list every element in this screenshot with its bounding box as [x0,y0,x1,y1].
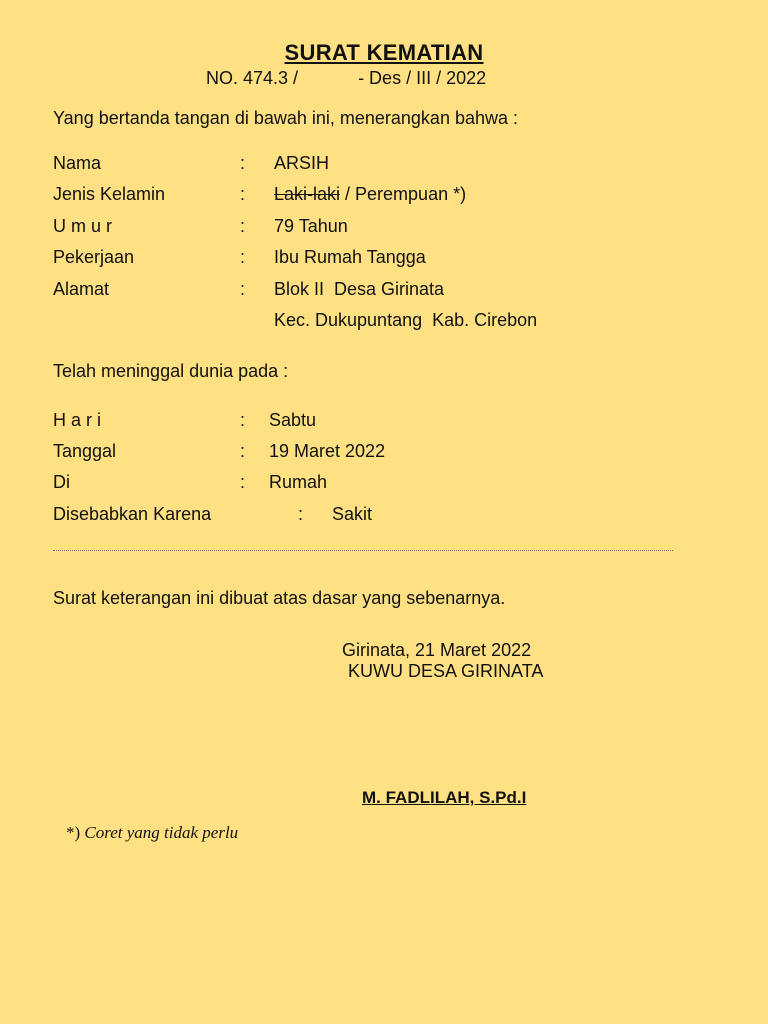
job-label: Pekerjaan [53,247,135,267]
address-colon: : [240,279,246,299]
age-colon: : [240,216,246,236]
gender-colon: : [240,184,246,204]
day-label: H a r i [53,410,102,430]
place-colon: : [240,472,246,492]
death-intro-text: Telah meninggal dunia pada : [53,361,289,381]
footnote [66,823,238,843]
name-value: ARSIH [274,153,330,173]
place-and-date: Girinata, 21 Maret 2022 [342,640,532,660]
name-colon: : [240,153,246,173]
date-colon: : [240,441,246,461]
gender-struck-option: Laki-laki [274,184,341,204]
job-value: Ibu Rumah Tangga [274,247,426,267]
dotted-divider [53,550,673,551]
letter-title: SURAT KEMATIAN [284,40,484,65]
day-colon: : [240,410,246,430]
address-line-1: Blok II Desa Girinata [274,279,445,299]
place-value: Rumah [269,472,328,492]
name-label: Nama [53,153,102,173]
intro-text: Yang bertanda tangan di bawah ini, menerangkan bahwa : [53,108,519,128]
age-value: 79 Tahun [274,216,348,236]
job-colon: : [240,247,246,267]
cause-label: Disebabkan Karena [53,504,212,524]
signer-name: M. FADLILAH, S.Pd.I [362,788,527,807]
cause-value: Sakit [332,504,373,524]
day-value: Sabtu [269,410,317,430]
footnote-mark: *) [66,823,81,842]
gender-selected-option: / Perempuan *) [340,184,467,204]
letter-number-prefix: NO. 474.3 / [206,68,299,88]
age-label: U m u r [53,216,113,236]
gender-label: Jenis Kelamin [53,184,166,204]
address-line-2: Kec. Dukupuntang Kab. Cirebon [274,310,538,330]
letter-number-suffix: - Des / III / 2022 [358,68,487,88]
gender-value [274,184,466,205]
closing-statement: Surat keterangan ini dibuat atas dasar yang sebenarnya. [53,588,506,608]
signing-office: KUWU DESA GIRINATA [348,661,544,681]
address-label: Alamat [53,279,110,299]
place-label: Di [53,472,70,492]
date-label: Tanggal [53,441,117,461]
footnote-text: Coret yang tidak perlu [84,823,239,842]
date-value: 19 Maret 2022 [269,441,386,461]
cause-colon: : [298,504,304,524]
letter-number [206,68,486,89]
